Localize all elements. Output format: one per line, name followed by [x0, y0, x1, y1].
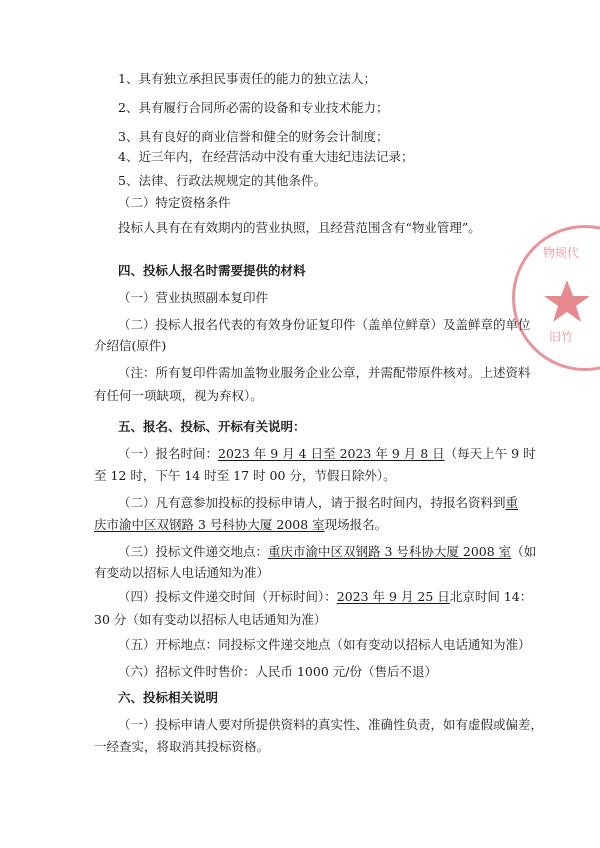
section-4-item-2-line-2: 介绍信(原件) — [94, 338, 167, 353]
submission-date: 2023 年 9 月 25 日 — [336, 589, 450, 604]
condition-5: 5、法律、行政法规规定的其他条件。 — [118, 173, 326, 188]
submission-place-line-2: 有变动以招标人电话通知为准） — [94, 565, 270, 580]
registration-time-line-2: 至 12 时，下午 14 时至 17 时 00 分，节假日除外）。 — [94, 468, 396, 483]
condition-2: 2、具有履行合同所必需的设备和专业技术能力； — [118, 100, 389, 115]
section-4-heading: 四、投标人报名时需要提供的材料 — [118, 263, 306, 278]
registration-address-part-1: 重 — [505, 495, 519, 510]
section-5-heading: 五、报名、投标、开标有关说明： — [118, 419, 306, 434]
submission-time-suffix: 北京时间 14： — [449, 589, 533, 604]
submission-time-line-1 — [118, 588, 532, 606]
section-6-heading: 六、投标相关说明 — [118, 690, 219, 705]
condition-3: 3、具有良好的商业信誉和健全的财务会计制度； — [118, 129, 389, 144]
registration-hours-start: （每天上午 9 时 — [444, 446, 536, 461]
condition-1: 1、具有独立承担民事责任的能力的独立法人； — [118, 71, 376, 86]
registration-place-text: （二）凡有意参加投标的投标申请人，请于报名时间内，持报名资料到 — [118, 495, 506, 510]
submission-place-label: （三）投标文件递交地点： — [118, 544, 269, 559]
submission-place-line-1 — [118, 543, 536, 561]
submission-address: 重庆市渝中区双钢路 3 号科协大厦 2008 室 — [268, 544, 512, 559]
registration-dates: 2023 年 9 月 4 日至 2023 年 9 月 8 日 — [218, 446, 445, 461]
submission-time-label: （四）投标文件递交时间（开标时间）： — [118, 589, 337, 604]
section-4-note-line-2: 有任何一项缺项，视为弃权）。 — [94, 388, 263, 403]
registration-time-line-1 — [118, 445, 536, 463]
registration-place-line-2 — [94, 516, 387, 534]
section-4-note-line-1: （注：所有复印件需加盖物业服务企业公章，并需配带原件核对。上述资料 — [118, 365, 531, 380]
registration-address-part-2: 庆市渝中区双钢路 3 号科协大厦 2008 室 — [94, 517, 325, 532]
seal-text-top: 物规代 — [543, 246, 580, 260]
submission-place-suffix: （如 — [511, 544, 537, 559]
company-seal-stamp — [512, 225, 600, 371]
seal-text-bottom: 旧竹 — [549, 330, 574, 344]
registration-place-suffix: 现场报名。 — [324, 517, 388, 532]
registration-time-label: （一）报名时间： — [118, 446, 219, 461]
registration-place-line-1 — [118, 494, 518, 512]
special-qualification-text: 投标人具有在有效期内的营业执照，且经营范围含有“物业管理”。 — [118, 220, 481, 235]
submission-time-line-2: 30 分（如有变动以招标人电话通知为准） — [94, 612, 327, 627]
tender-document-price: （六）招标文件时售价：人民币 1000 元/份（售后不退） — [118, 664, 437, 679]
section-6-item-1-line-2: 一经查实，将取消其投标资格。 — [94, 739, 270, 754]
section-4-item-1: （一）营业执照副本复印件 — [118, 290, 269, 305]
bid-opening-place: （五）开标地点：同投标文件递交地点（如有变动以招标人电话通知为准） — [118, 637, 531, 652]
condition-4: 4、近三年内，在经营活动中没有重大违纪违法记录； — [118, 149, 414, 164]
section-6-item-1-line-1: （一）投标申请人要对所提供资料的真实性、准确性负责，如有虚假或偏差， — [118, 717, 544, 732]
special-qualification-heading: （二）特定资格条件 — [118, 195, 231, 210]
section-4-item-2-line-1: （二）投标人报名代表的有效身份证复印件（盖单位鲜章）及盖鲜章的单位 — [118, 317, 531, 332]
